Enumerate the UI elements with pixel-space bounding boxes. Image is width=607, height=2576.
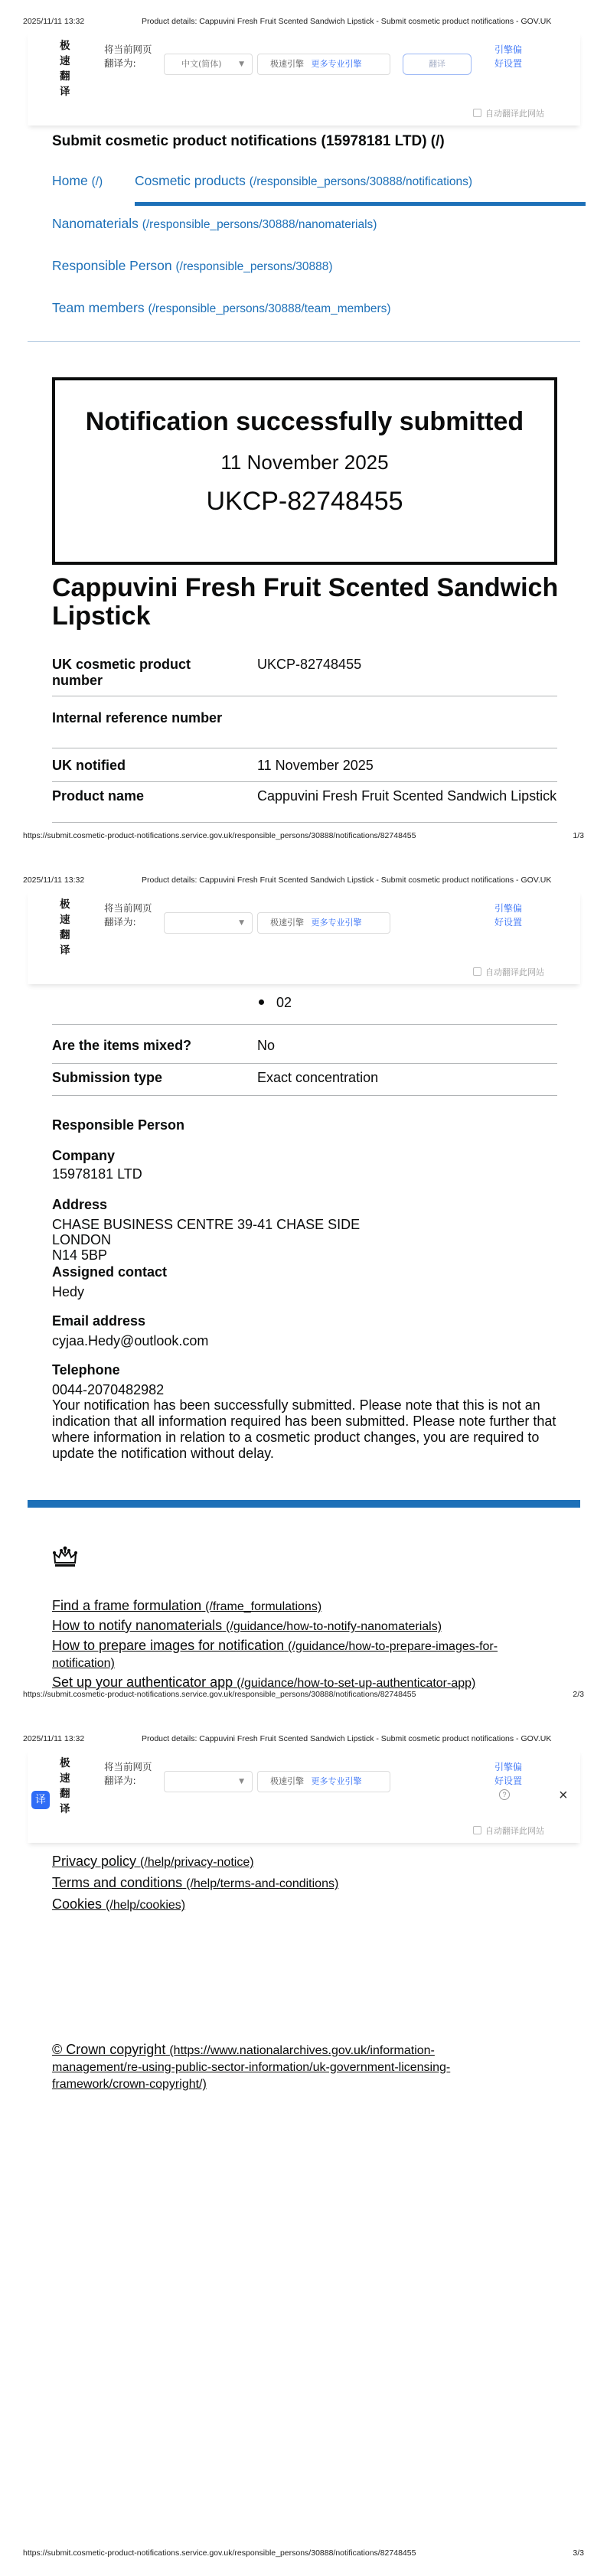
target-language-select[interactable] bbox=[164, 54, 253, 75]
bullet-icon bbox=[259, 999, 264, 1005]
summary-key: UK cosmetic product number bbox=[52, 657, 191, 688]
copyright-label: © Crown copyright bbox=[52, 2042, 166, 2057]
engine-current: 极速引擎 bbox=[270, 1776, 304, 1786]
footer-link-label: Find a frame formulation bbox=[52, 1598, 202, 1613]
footer-link-frame-formulation[interactable] bbox=[52, 1598, 321, 1615]
target-language-select[interactable] bbox=[164, 1771, 253, 1792]
address-label: Address bbox=[52, 1197, 108, 1212]
engine-current: 极速引擎 bbox=[270, 59, 304, 69]
auto-translate-checkbox[interactable] bbox=[473, 966, 544, 978]
auto-translate-checkbox[interactable] bbox=[473, 1824, 544, 1837]
service-header-title[interactable]: Submit cosmetic product notifications (15978181 LTD) (/) bbox=[52, 133, 445, 149]
translate-brand: 极速翻译 bbox=[60, 1757, 70, 1815]
summary-value: Cappuvini Fresh Fruit Scented Sandwich Lipstick bbox=[257, 788, 557, 804]
nav-label: Responsible Person bbox=[52, 258, 172, 273]
nav-item-home[interactable] bbox=[52, 173, 103, 189]
chevron-down-icon: ▼ bbox=[239, 60, 244, 68]
nav-label: Nanomaterials bbox=[52, 216, 139, 231]
print-footer bbox=[23, 831, 584, 842]
summary-key: Submission type bbox=[52, 1070, 163, 1085]
nav-url: (/responsible_persons/30888) bbox=[175, 260, 333, 273]
print-title: Product details: Cappuvini Fresh Fruit Scented Sandwich Lipstick - Submit cosmetic product notifications - GOV.UK bbox=[142, 17, 552, 26]
footer-link-nanomaterials[interactable] bbox=[52, 1618, 442, 1635]
print-datetime: 2025/11/11 13:32 bbox=[23, 876, 85, 885]
engine-settings-link[interactable]: 引擎偏好设置 bbox=[494, 903, 523, 928]
translate-label: 将当前网页翻译为: bbox=[104, 44, 152, 69]
summary-value: Exact concentration bbox=[257, 1070, 379, 1085]
summary-row bbox=[52, 706, 557, 748]
summary-key: UK notified bbox=[52, 758, 126, 773]
row-divider bbox=[52, 1024, 557, 1025]
footer-link-privacy[interactable] bbox=[52, 1854, 254, 1870]
engine-current: 极速引擎 bbox=[270, 918, 304, 928]
nav-url: (/) bbox=[91, 175, 103, 188]
print-datetime: 2025/11/11 13:32 bbox=[23, 1734, 85, 1743]
submission-notice: Your notification has been successfully submitted. Please note that this is not an indication that all information required has been submitted. Please note further that where information in relation to a cosmetic product changes, you are required to update the notification without delay. bbox=[52, 1397, 556, 1461]
nav-label: Home bbox=[52, 173, 88, 188]
contact-label: Assigned contact bbox=[52, 1264, 168, 1280]
footer-link-label: Set up your authenticator app bbox=[52, 1674, 233, 1690]
product-heading: Cappuvini Fresh Fruit Scented Sandwich Lipstick bbox=[52, 573, 559, 631]
target-language-value: 中文(简体) bbox=[181, 59, 222, 69]
nav-url: (/responsible_persons/30888/notifications) bbox=[249, 175, 473, 188]
print-url: https://submit.cosmetic-product-notifications.service.gov.uk/responsible_persons/30888/notifications/82748455 bbox=[23, 2548, 416, 2558]
chevron-down-icon: ▼ bbox=[239, 919, 244, 927]
footer-link-url: (/guidance/how-to-prepare-images-for-notification) bbox=[52, 1640, 498, 1670]
print-page-2 bbox=[0, 859, 607, 1717]
help-icon[interactable]: ? bbox=[499, 1789, 510, 1800]
checkbox-icon bbox=[473, 967, 481, 976]
telephone-value: 0044-2070482982 bbox=[52, 1382, 165, 1397]
print-title: Product details: Cappuvini Fresh Fruit Scented Sandwich Lipstick - Submit cosmetic product notifications - GOV.UK bbox=[142, 876, 552, 885]
translate-brand: 极速翻译 bbox=[60, 40, 70, 98]
footer-link-label: Cookies bbox=[52, 1896, 103, 1912]
engine-more-link[interactable]: 更多专业引擎 bbox=[311, 59, 362, 69]
footer-link-url: (/help/terms-and-conditions) bbox=[186, 1877, 339, 1890]
nav-active-indicator bbox=[135, 202, 586, 206]
email-label: Email address bbox=[52, 1313, 146, 1329]
nav-label: Cosmetic products bbox=[135, 173, 246, 188]
telephone-label: Telephone bbox=[52, 1362, 120, 1378]
nav-item-team-members[interactable] bbox=[52, 300, 391, 316]
nav-divider bbox=[28, 341, 580, 342]
footer-top-border bbox=[28, 1500, 580, 1508]
footer-link-label: How to prepare images for notification bbox=[52, 1638, 285, 1653]
confirmation-panel bbox=[52, 377, 557, 565]
panel-title: Notification successfully submitted bbox=[85, 407, 524, 436]
responsible-person-heading: Responsible Person bbox=[52, 1117, 185, 1133]
translate-brand: 极速翻译 bbox=[60, 898, 70, 957]
chevron-down-icon: ▼ bbox=[239, 1778, 244, 1785]
summary-row bbox=[52, 756, 557, 782]
email-value: cyjaa.Hedy@outlook.com bbox=[52, 1333, 209, 1348]
footer-link-label: How to notify nanomaterials bbox=[52, 1618, 223, 1633]
summary-key: Product name bbox=[52, 788, 145, 804]
page-number: 3/3 bbox=[573, 2548, 584, 2558]
print-page-1 bbox=[0, 0, 607, 859]
footer-link-url: (/help/privacy-notice) bbox=[140, 1856, 254, 1869]
summary-row bbox=[52, 1036, 557, 1064]
summary-value: 11 November 2025 bbox=[257, 758, 374, 773]
auto-translate-label: 自动翻译此网站 bbox=[485, 109, 544, 119]
company-label: Company bbox=[52, 1148, 116, 1163]
print-url: https://submit.cosmetic-product-notifications.service.gov.uk/responsible_persons/30888/notifications/82748455 bbox=[23, 831, 416, 840]
checkbox-icon bbox=[473, 1826, 481, 1834]
footer-link-url: (/help/cookies) bbox=[106, 1899, 186, 1912]
nav-item-responsible-person[interactable] bbox=[52, 258, 333, 274]
summary-value: No bbox=[257, 1038, 276, 1053]
panel-date: 11 November 2025 bbox=[220, 451, 389, 474]
close-icon[interactable]: × bbox=[559, 1787, 568, 1804]
summary-value: UKCP-82748455 bbox=[257, 657, 362, 672]
nav-item-nanomaterials[interactable] bbox=[52, 216, 377, 232]
address-line: N14 5BP bbox=[52, 1247, 108, 1263]
footer-link-url: (/guidance/how-to-notify-nanomaterials) bbox=[226, 1620, 442, 1633]
translate-label: 将当前网页翻译为: bbox=[104, 1761, 152, 1786]
summary-key: Are the items mixed? bbox=[52, 1038, 192, 1053]
nav-label: Team members bbox=[52, 300, 145, 315]
print-page-3 bbox=[0, 1717, 607, 2576]
engine-more-link[interactable]: 更多专业引擎 bbox=[311, 918, 362, 928]
nav-item-cosmetic-products[interactable] bbox=[135, 173, 472, 189]
nav-url: (/responsible_persons/30888/nanomaterials) bbox=[142, 218, 377, 231]
crown-icon bbox=[52, 1546, 78, 1569]
auto-translate-checkbox[interactable] bbox=[473, 107, 544, 119]
footer-link-url: (/frame_formulations) bbox=[205, 1600, 322, 1613]
engine-settings-link[interactable]: 引擎偏好设置 bbox=[494, 1762, 523, 1786]
translate-toolbar bbox=[28, 1749, 580, 1843]
translate-toolbar bbox=[28, 32, 580, 126]
engine-selector[interactable] bbox=[257, 912, 390, 934]
print-header bbox=[23, 876, 584, 886]
summary-row bbox=[52, 657, 557, 696]
page-number: 2/3 bbox=[573, 1690, 584, 1699]
print-header bbox=[23, 17, 584, 28]
list-item-text: 02 bbox=[276, 995, 292, 1010]
engine-more-link[interactable]: 更多专业引擎 bbox=[311, 1776, 362, 1786]
engine-selector[interactable] bbox=[257, 1771, 390, 1792]
print-header bbox=[23, 1734, 584, 1745]
page-number: 1/3 bbox=[573, 831, 584, 840]
translate-label: 将当前网页翻译为: bbox=[104, 902, 152, 928]
address-line: LONDON bbox=[52, 1232, 112, 1247]
footer-link-url: (/guidance/how-to-set-up-authenticator-app) bbox=[237, 1677, 476, 1690]
footer-link-cookies[interactable] bbox=[52, 1896, 185, 1913]
nav-url: (/responsible_persons/30888/team_members) bbox=[148, 302, 391, 315]
print-url: https://submit.cosmetic-product-notifications.service.gov.uk/responsible_persons/30888/notifications/82748455 bbox=[23, 1690, 416, 1699]
panel-reference: UKCP-82748455 bbox=[206, 487, 403, 516]
footer-link-label: Privacy policy bbox=[52, 1854, 137, 1869]
summary-row bbox=[52, 788, 557, 823]
checkbox-icon bbox=[473, 109, 481, 117]
translate-button[interactable]: 翻译 bbox=[403, 54, 472, 75]
contact-value: Hedy bbox=[52, 1284, 85, 1299]
footer-link-authenticator[interactable] bbox=[52, 1674, 475, 1691]
print-footer bbox=[23, 2548, 584, 2559]
print-title: Product details: Cappuvini Fresh Fruit Scented Sandwich Lipstick - Submit cosmetic product notifications - GOV.UK bbox=[142, 1734, 552, 1743]
summary-key: Internal reference number bbox=[52, 710, 223, 726]
print-footer bbox=[23, 1690, 584, 1700]
copyright-url: (https://www.nationalarchives.gov.uk/information-management/re-using-public-sector-information/uk-government-licensing-framework/crown-copyright/) bbox=[52, 2044, 451, 2091]
auto-translate-label: 自动翻译此网站 bbox=[485, 967, 544, 977]
list-item bbox=[259, 995, 292, 1011]
footer-link-label: Terms and conditions bbox=[52, 1875, 183, 1890]
print-datetime: 2025/11/11 13:32 bbox=[23, 17, 85, 26]
summary-row bbox=[52, 1068, 557, 1096]
translate-toolbar bbox=[28, 891, 580, 984]
auto-translate-label: 自动翻译此网站 bbox=[485, 1826, 544, 1836]
address-line: CHASE BUSINESS CENTRE 39-41 CHASE SIDE bbox=[52, 1217, 361, 1232]
target-language-select[interactable] bbox=[164, 912, 253, 934]
crown-copyright-link[interactable] bbox=[52, 2042, 511, 2092]
translate-badge-icon[interactable]: 译 bbox=[31, 1791, 50, 1809]
company-value: 15978181 LTD bbox=[52, 1166, 142, 1182]
footer-link-terms[interactable] bbox=[52, 1875, 338, 1892]
engine-settings-link[interactable]: 引擎偏好设置 bbox=[494, 44, 523, 69]
engine-selector[interactable] bbox=[257, 54, 390, 75]
footer-link-prepare-images[interactable] bbox=[52, 1638, 511, 1671]
